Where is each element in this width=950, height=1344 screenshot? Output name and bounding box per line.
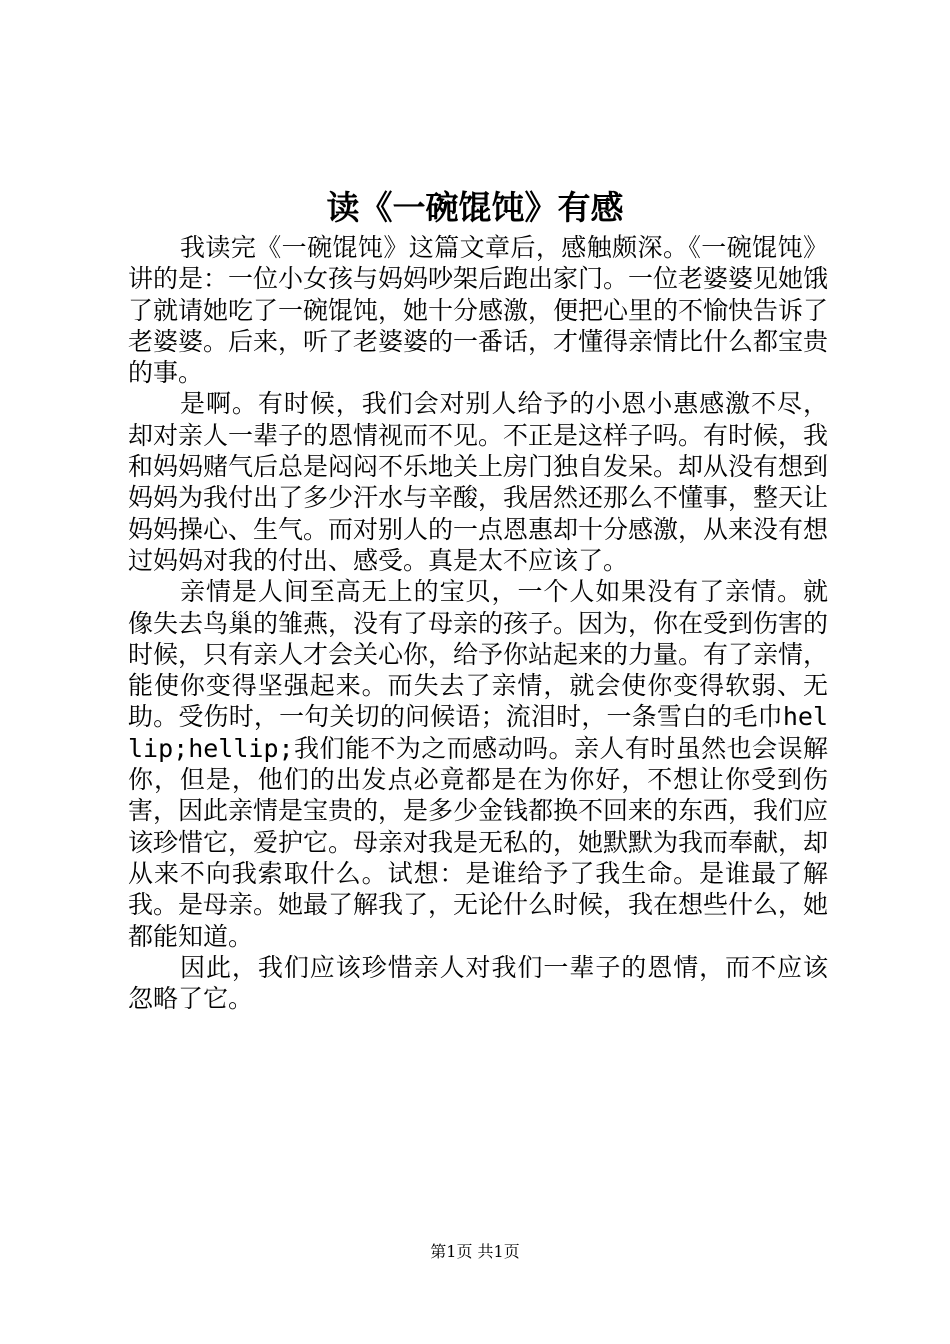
- document-title: 读《一碗馄饨》有感: [326, 188, 624, 227]
- paragraph-4: 因此，我们应该珍惜亲人对我们一辈子的恩情，而不应该忽略了它。: [128, 952, 828, 1014]
- paragraph-1: 我读完《一碗馄饨》这篇文章后，感触颇深。《一碗馄饨》讲的是：一位小女孩与妈妈吵架后跑出家门。一位老婆婆见她饿了就请她吃了一碗馄饨，她十分感激，便把心里的不愉快告诉了老婆婆。后来，听了老婆婆的一番话，才懂得亲情比什么都宝贵的事。: [128, 233, 829, 388]
- paragraph-3: 亲情是人间至高无上的宝贝，一个人如果没有了亲情。就像失去鸟巢的雏燕，没有了母亲的孩子。因为，你在受到伤害的时候，只有亲人才会关心你，给予你站起来的力量。有了亲情，能使你变得坚强起来。而失去了亲情，就会使你变得软弱、无助。受伤时，一句关切的问候语；流泪时，一条雪白的毛巾hellip;hellip;我们能不为之而感动吗。亲人有时虽然也会误解你，但是，他们的出发点必竟都是在为你好，不想让你受到伤害，因此亲情是宝贵的，是多少金钱都换不回来的东西，我们应该珍惜它，爱护它。母亲对我是无私的，她默默为我而奉献，却从来不向我索取什么。试想：是谁给予了我生命。是谁最了解我。是母亲。她最了解我了，无论什么时候，我在想些什么，她都能知道。: [128, 577, 829, 951]
- paragraph-2: 是啊。有时候，我们会对别人给予的小恩小惠感激不尽，却对亲人一辈子的恩情视而不见。不正是这样子吗。有时候，我和妈妈赌气后总是闷闷不乐地关上房门独自发呆。却从没有想到妈妈为我付出了多少汗水与辛酸，我居然还那么不懂事，整天让妈妈操心、生气。而对别人的一点恩惠却十分感激，从来没有想过妈妈对我的付出、感受。真是太不应该了。: [128, 389, 829, 575]
- page-footer: 第1页 共1页: [430, 1242, 520, 1261]
- document-body: [128, 232, 828, 1014]
